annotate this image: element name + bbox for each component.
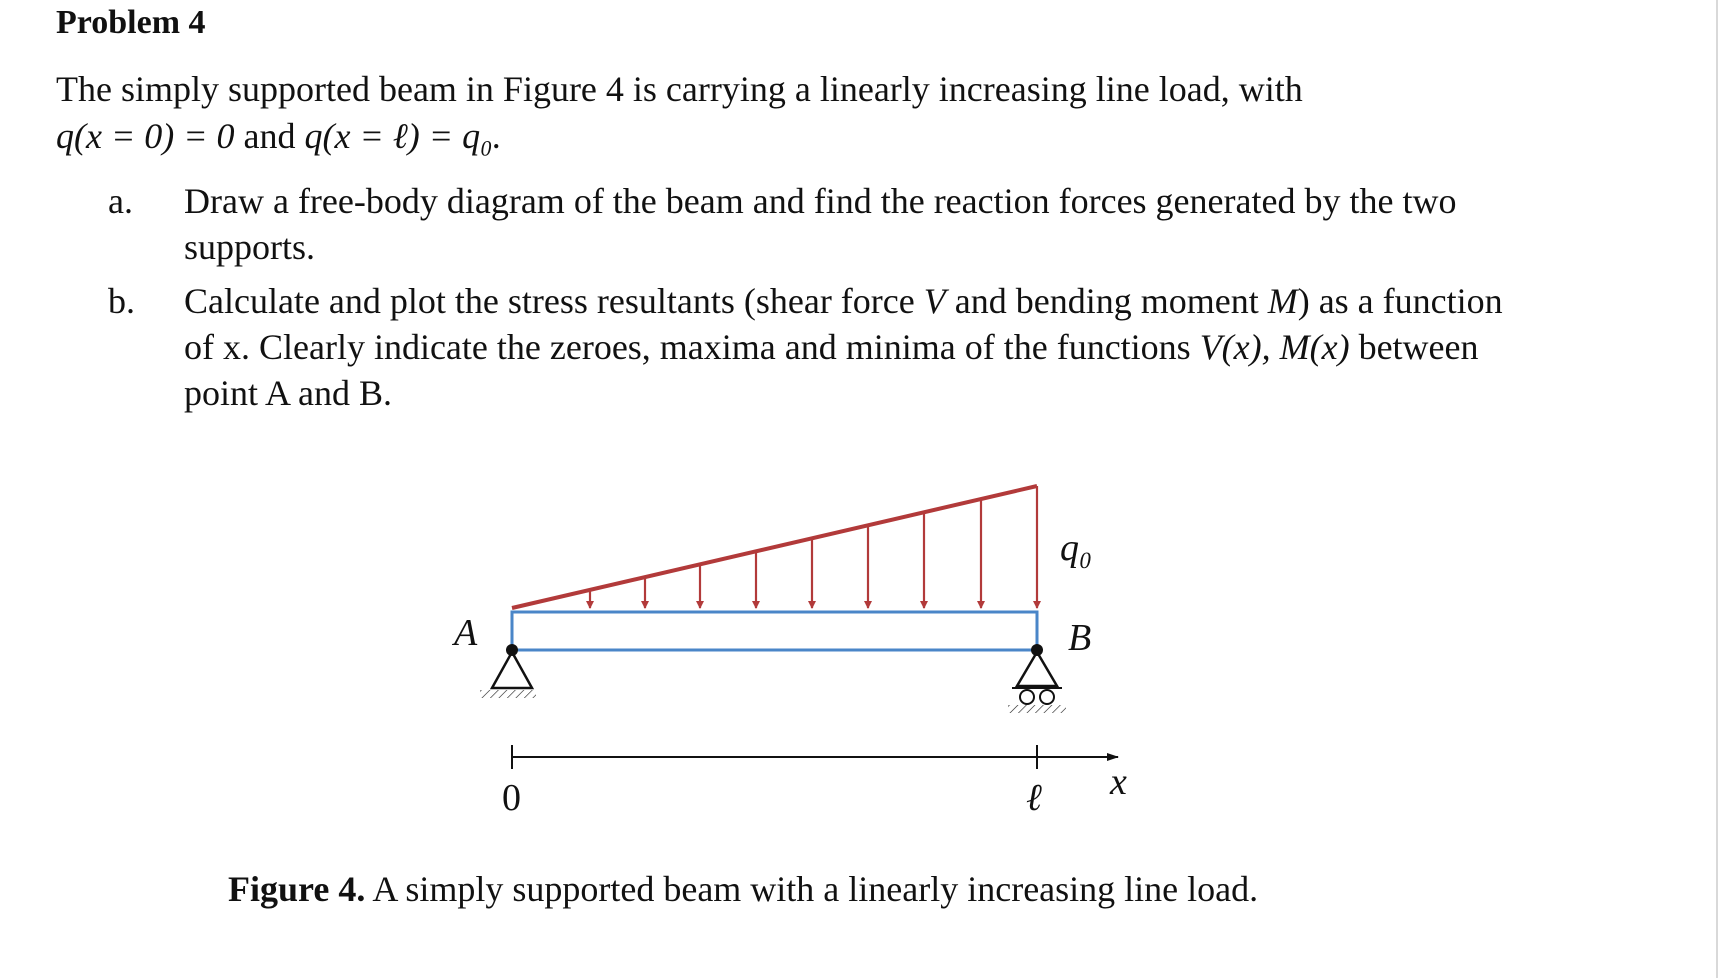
load-arrows <box>590 486 1037 608</box>
support-a-triangle <box>492 652 532 688</box>
part-b-label: b. <box>108 281 135 321</box>
part-b-text-mid: and bending moment <box>945 281 1268 321</box>
support-b-triangle <box>1017 652 1057 686</box>
support-b-ground <box>1008 705 1066 713</box>
part-a-text: Draw a free-body diagram of the beam and find the reaction forces generated by the two supports. <box>184 181 1457 267</box>
support-a-ground <box>480 690 536 698</box>
page-edge-divider <box>1716 0 1718 978</box>
and-word: and <box>234 116 305 156</box>
shear-symbol: V <box>923 281 946 321</box>
roller-left <box>1020 690 1034 704</box>
part-b-text-end: between point A and B. <box>184 327 1479 413</box>
condition-q-zero: q(x = 0) = 0 <box>56 116 235 156</box>
point-a-label: A <box>454 612 478 654</box>
condition-q-ell: q(x = ℓ) = q₀. <box>304 116 502 156</box>
functions-symbol: V(x), M(x) <box>1199 327 1350 367</box>
part-a-label: a. <box>108 181 133 221</box>
part-b-text-post: ) as a function of x. Clearly indicate the zeroes, maxima and minima of the functions <box>184 281 1503 367</box>
axis-label-x: x <box>1110 761 1127 803</box>
moment-symbol: M <box>1267 281 1298 321</box>
load-top-line <box>512 486 1037 608</box>
beam <box>512 612 1037 650</box>
axis-label-ell: ℓ <box>1026 777 1042 819</box>
load-label: q₀ <box>1060 527 1093 569</box>
problem-title: Problem 4 <box>56 4 206 41</box>
roller-right <box>1040 690 1054 704</box>
point-b-label: B <box>1068 617 1092 659</box>
part-b-text-pre: Calculate and plot the stress resultants (shear force <box>184 281 924 321</box>
caption-text: A simply supported beam with a linearly increasing line load. <box>365 869 1259 909</box>
figure-caption <box>228 868 1258 910</box>
caption-label: Figure 4. <box>228 869 366 909</box>
intro-line-1: The simply supported beam in Figure 4 is carrying a linearly increasing line load, with <box>56 69 1303 109</box>
axis-label-0: 0 <box>502 777 521 819</box>
